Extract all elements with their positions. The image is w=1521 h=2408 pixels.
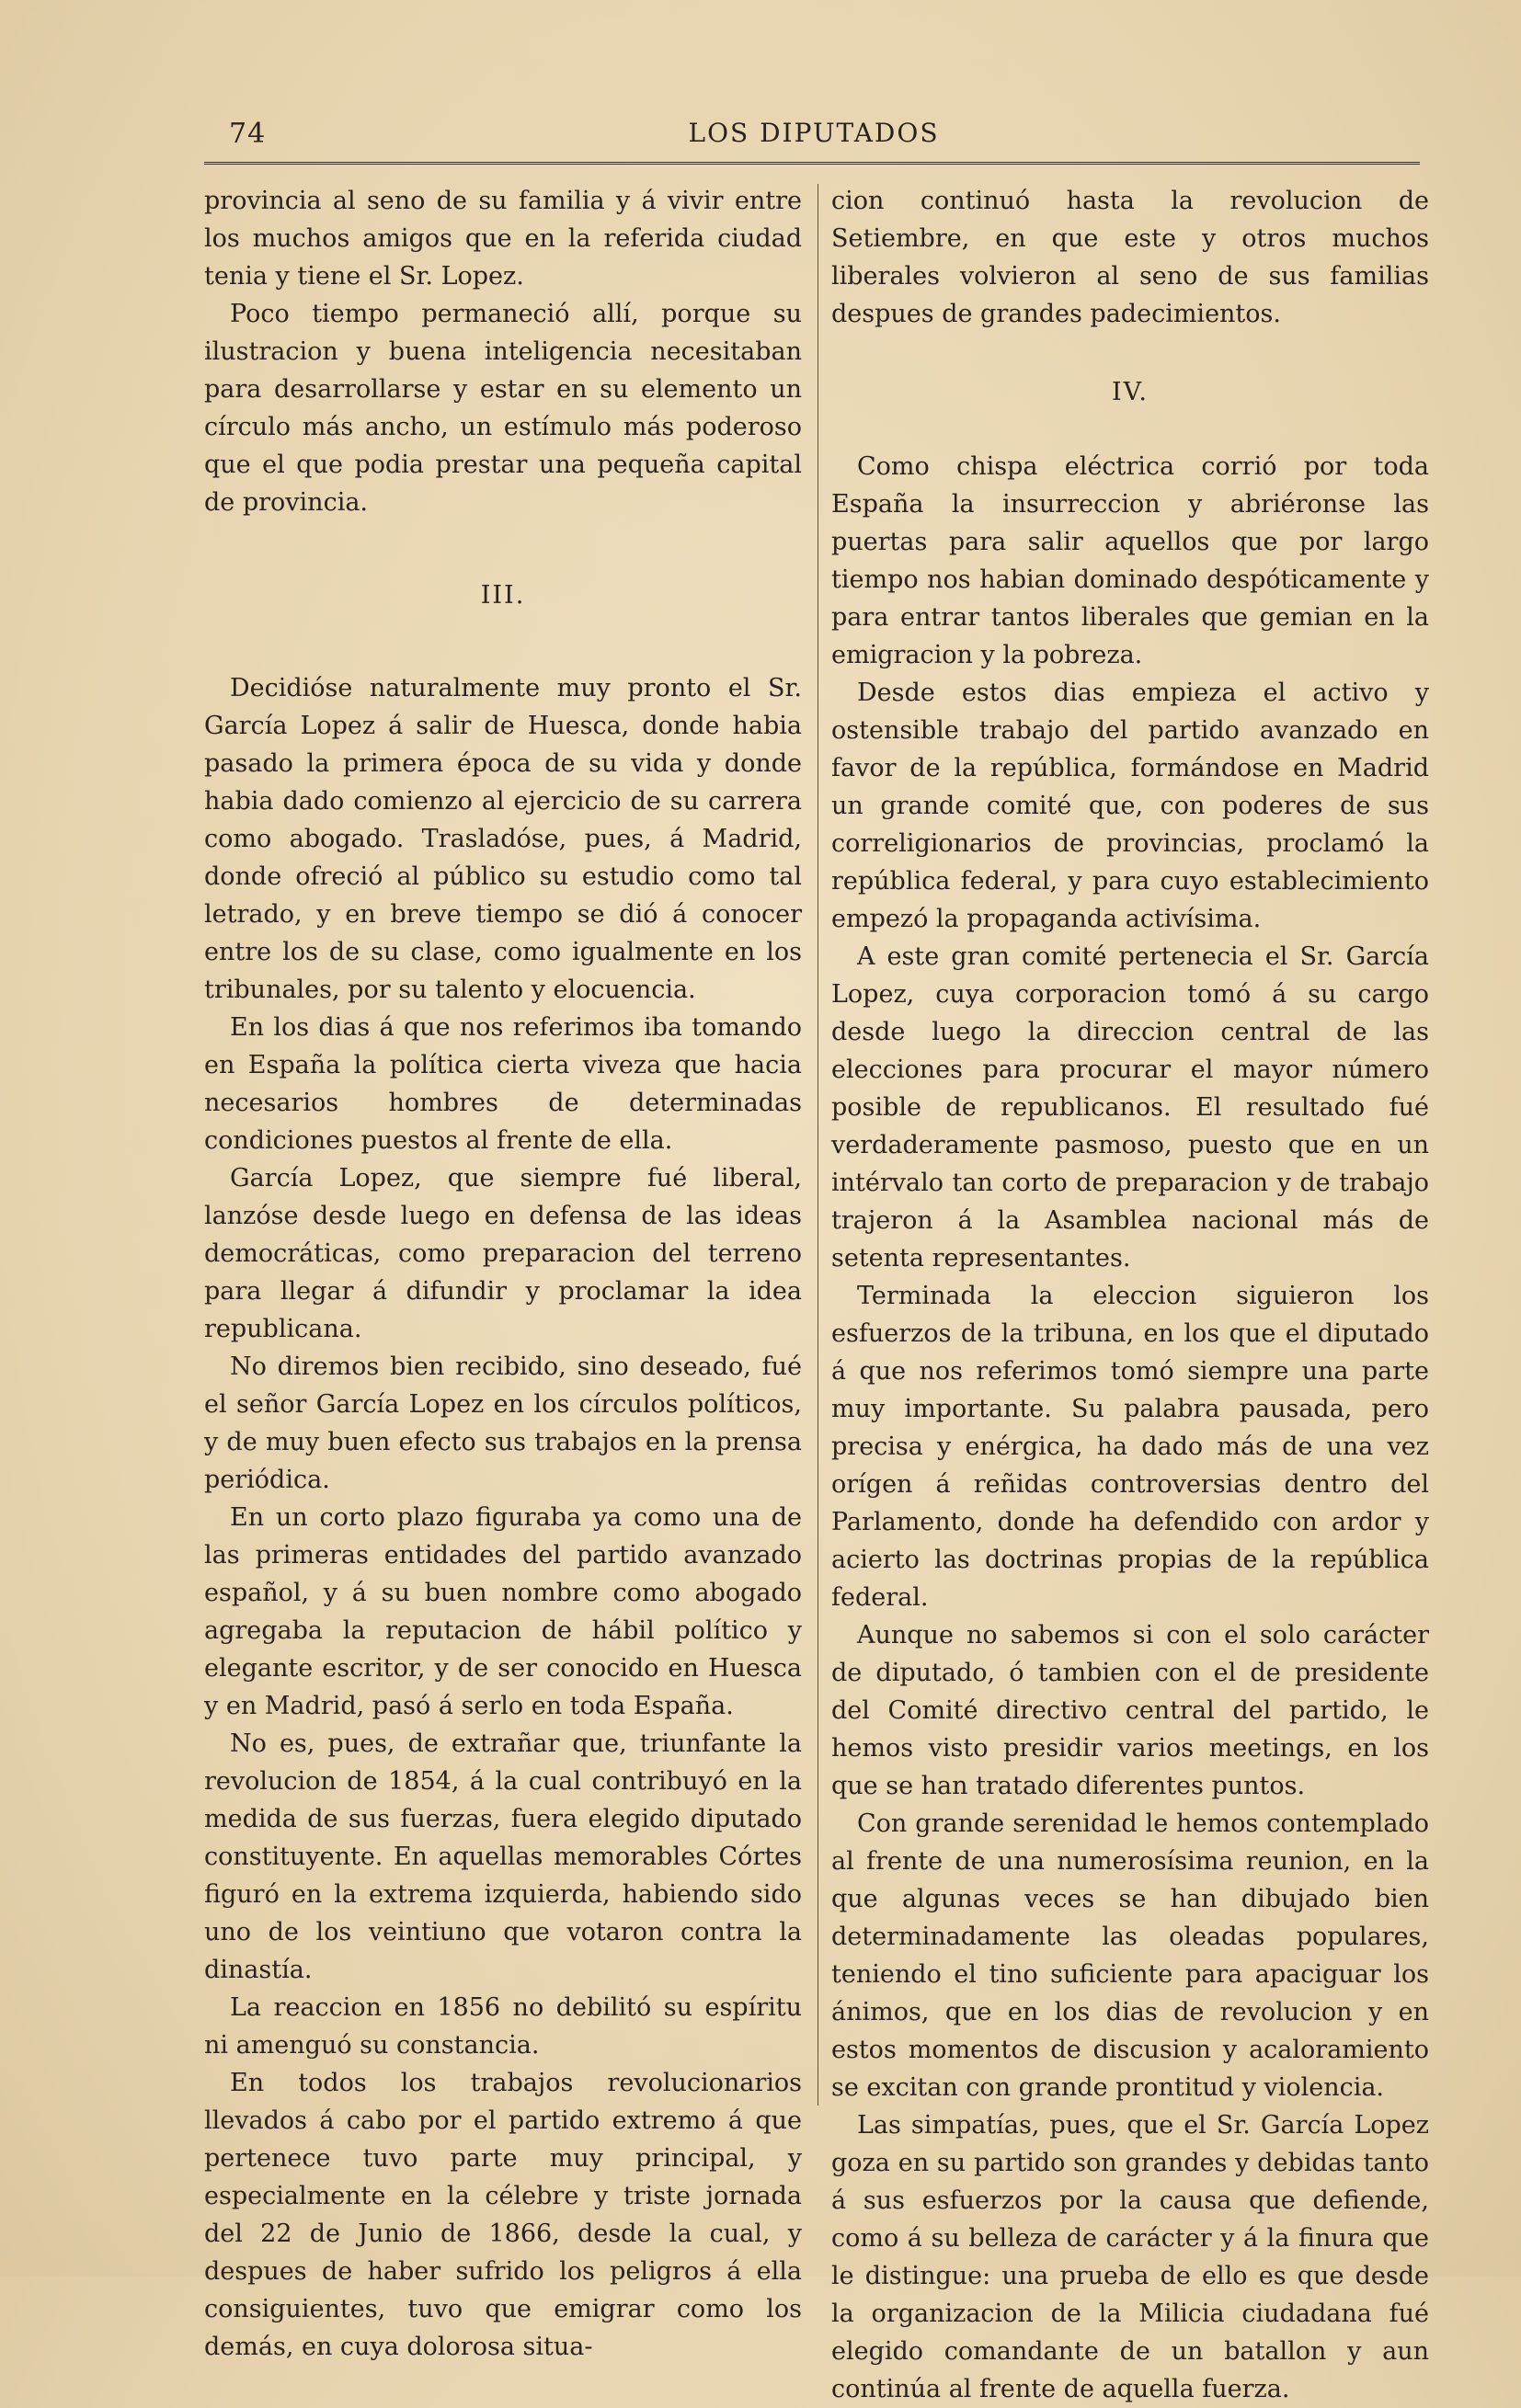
- right-column: [831, 182, 1429, 2408]
- paragraph: Con grande serenidad le hemos contemplado al frente de una numerosísima reunion, en la que algunas veces se han dibujado bien determinadamente las oleadas populares, teniendo el tino suficiente para apaciguar los ánimos, que en los dias de revolucion y en estos momentos de discusion y acaloramiento se excitan con grande prontitud y violencia.: [831, 1809, 1429, 2102]
- paragraph: En los dias á que nos referimos iba tomando en España la política cierta viveza que hacia necesarios hombres de determinadas condiciones puestos al frente de ella.: [204, 1013, 802, 1155]
- page-header: [207, 118, 1421, 154]
- paragraph: A este gran comité pertenecia el Sr. García Lopez, cuya corporacion tomó á su cargo desde luego la direccion central de las elecciones para procurar el mayor número posible de republicanos. El resultado fué verdaderamente pasmoso, puesto que en un intérvalo tan corto de preparacion y de trabajo trajeron á la Asamblea nacional más de setenta representantes.: [831, 942, 1429, 1272]
- paragraph: En un corto plazo figuraba ya como una de las primeras entidades del partido avanzado español, y á su buen nombre como abogado agregaba la reputacion de hábil político y elegante escritor, y de ser conocido en Huesca y en Madrid, pasó á serlo en toda España.: [204, 1503, 802, 1720]
- paragraph: No diremos bien recibido, sino deseado, fué el señor García Lopez en los círculos políticos, y de muy buen efecto sus trabajos en la prensa periódica.: [204, 1352, 802, 1494]
- paragraph: Terminada la eleccion siguieron los esfuerzos de la tribuna, en los que el diputado á que nos referimos tomó siempre una parte muy importante. Su palabra pausada, pero precisa y enérgica, ha dado más de una vez orígen á reñidas controversias dentro del Parlamento, donde ha defendido con ardor y acierto las doctrinas propias de la república federal.: [831, 1282, 1429, 1612]
- section-heading-iii: III.: [480, 581, 526, 610]
- paragraph: García Lopez, que siempre fué liberal, lanzóse desde luego en defensa de las ideas democráticas, como preparacion del terreno para llegar á difundir y proclamar la idea republicana.: [204, 1164, 802, 1343]
- running-title: LOS DIPUTADOS: [688, 118, 940, 148]
- paragraph: Decidióse naturalmente muy pronto el Sr. García Lopez á salir de Huesca, donde habia pasado la primera época de su vida y donde habia dado comienzo al ejercicio de su carrera como abogado. Trasladóse, pues, á Madrid, donde ofreció al público su estudio como tal letrado, y en breve tiempo se dió á conocer entre los de su clase, como igualmente en los tribunales, por su talento y elocuencia.: [204, 674, 802, 1004]
- header-rule: [204, 162, 1420, 165]
- paragraph: provincia al seno de su familia y á vivir entre los muchos amigos que en la referida ciudad tenia y tiene el Sr. Lopez.: [204, 187, 802, 291]
- paragraph: Desde estos dias empieza el activo y ostensible trabajo del partido avanzado en favor de la república, formándose en Madrid un grande comité que, con poderes de sus correligionarios de provincias, proclamó la república federal, y para cuyo establecimiento empezó la propaganda activísima.: [831, 679, 1429, 933]
- paragraph: La reaccion en 1856 no debilitó su espíritu ni amenguó su constancia.: [204, 1993, 802, 2060]
- section-heading-iv: IV.: [1111, 378, 1149, 406]
- paragraph: En todos los trabajos revolucionarios llevados á cabo por el partido extremo á que pertenece tuvo parte muy principal, y especialmente en la célebre y triste jornada del 22 de Junio de 1866, desde la cual, y despues de haber sufrido los peligros á ella consiguientes, tuvo que emigrar como los demás, en cuya dolorosa situa-: [204, 2069, 802, 2361]
- paragraph: Aunque no sabemos si con el solo carácter de diputado, ó tambien con el de presidente del Comité directivo central del partido, le hemos visto presidir varios meetings, en los que se han tratado diferentes puntos.: [831, 1621, 1429, 1800]
- paragraph: Las simpatías, pues, que el Sr. García Lopez goza en su partido son grandes y debidas tanto á sus esfuerzos por la causa que defiende, como á su belleza de carácter y á la finura que le distingue: una prueba de ello es que desde la organizacion de la Milicia ciudadana fué elegido comandante de un batallon y aun continúa al frente de aquella fuerza.: [831, 2111, 1429, 2403]
- page-number: 74: [229, 118, 267, 150]
- paragraph: No es, pues, de extrañar que, triunfante la revolucion de 1854, á la cual contribuyó en la medida de sus fuerzas, fuera elegido diputado constituyente. En aquellas memorables Córtes figuró en la extrema izquierda, habiendo sido uno de los veintiuno que votaron contra la dinastía.: [204, 1729, 802, 1984]
- paragraph: Poco tiempo permaneció allí, porque su ilustracion y buena inteligencia necesitaban para desarrollarse y estar en su elemento un círculo más ancho, un estímulo más poderoso que el que podia prestar una pequeña capital de provincia.: [204, 300, 802, 517]
- paragraph: cion continuó hasta la revolucion de Setiembre, en que este y otros muchos liberales volvieron al seno de sus familias despues de grandes padecimientos.: [831, 187, 1429, 328]
- paragraph: Como chispa eléctrica corrió por toda España la insurreccion y abriéronse las puertas para salir aquellos que por largo tiempo nos habian dominado despóticamente y para entrar tantos liberales que gemian en la emigracion y la pobreza.: [831, 452, 1429, 669]
- left-column: [204, 182, 802, 2366]
